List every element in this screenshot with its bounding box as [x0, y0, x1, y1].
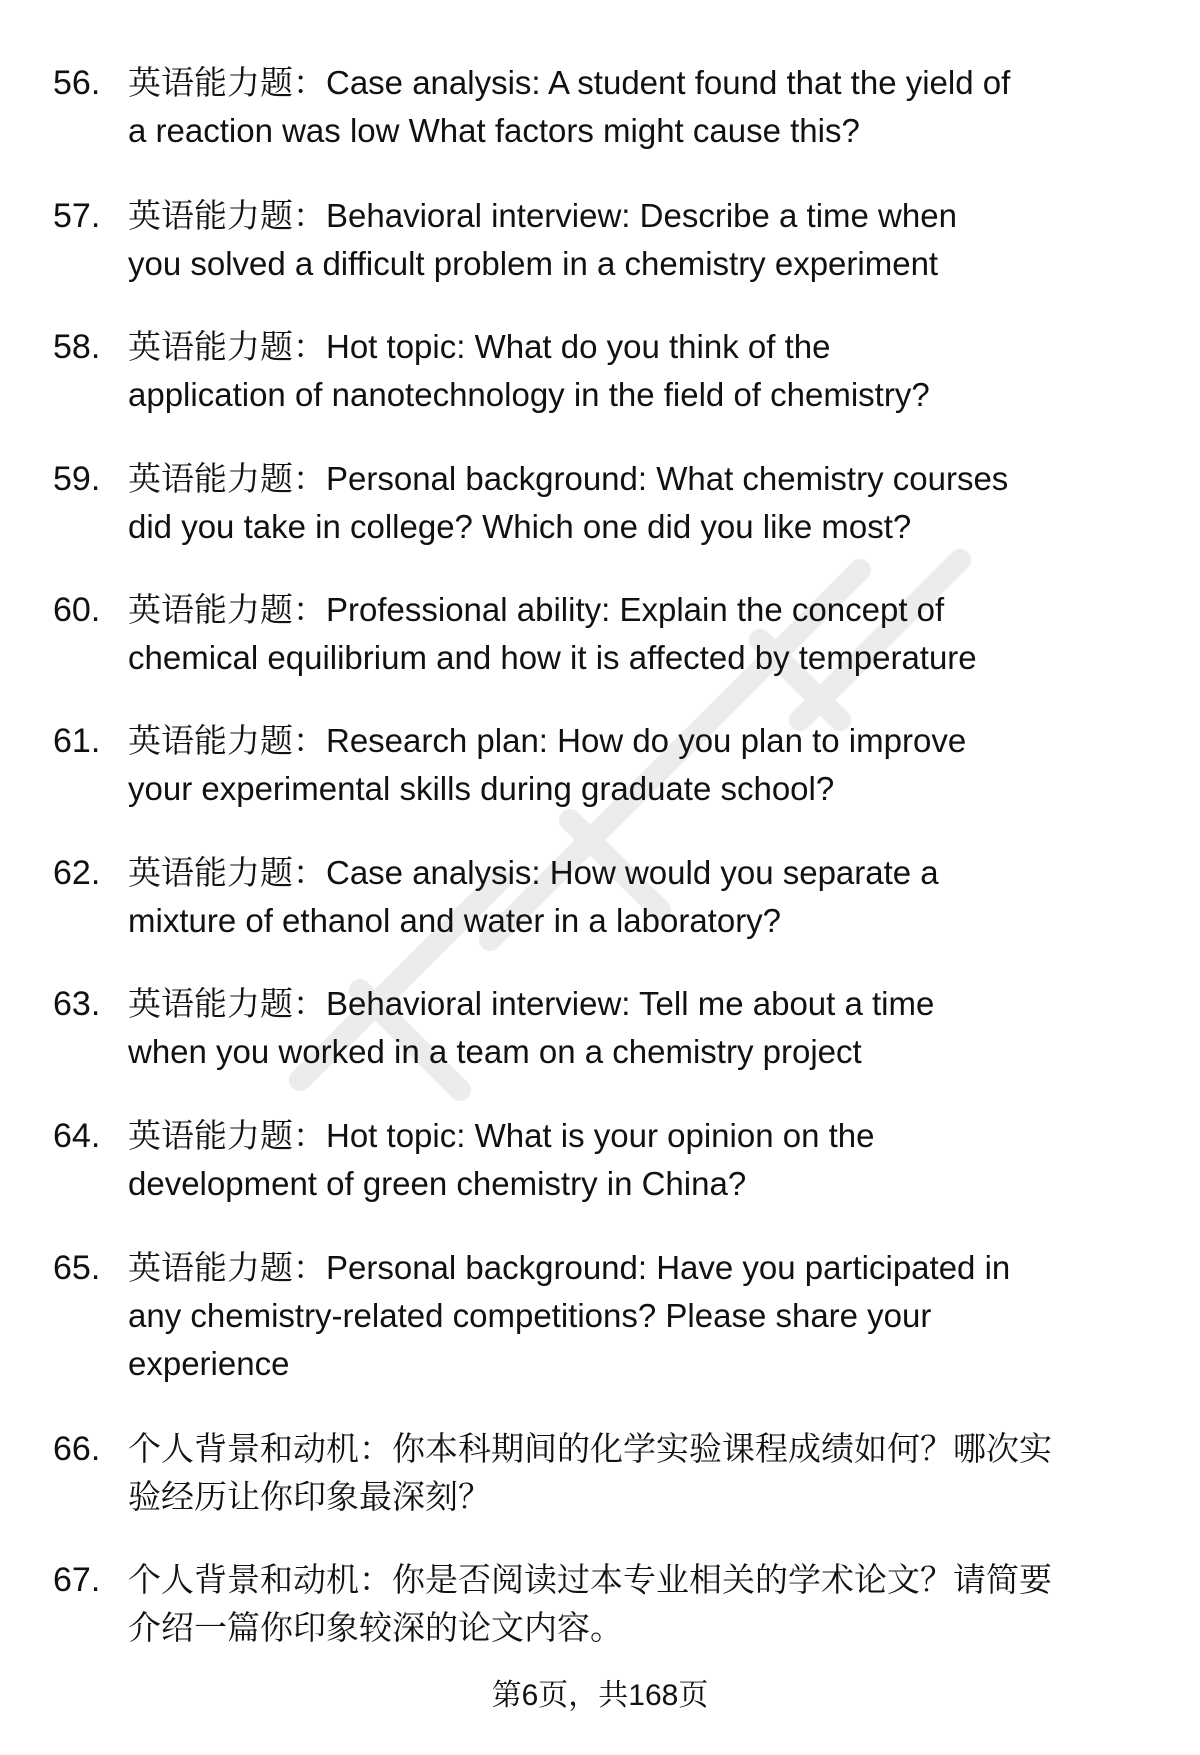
question-line: 英语能力题：Research plan: How do you plan to improve — [128, 722, 967, 759]
question-line: a reaction was low What factors might cause this? — [128, 112, 860, 149]
question-line: 英语能力题：Hot topic: What is your opinion on the — [128, 1117, 875, 1154]
question-line: experience — [128, 1345, 290, 1382]
question-text — [128, 1244, 1010, 1388]
question-number: 57. — [53, 197, 101, 235]
question-number: 60. — [53, 591, 101, 629]
question-line: 个人背景和动机：你本科期间的化学实验课程成绩如何？哪次实 — [128, 1430, 1052, 1467]
question-line: 英语能力题：Personal background: What chemistry courses — [128, 460, 1009, 497]
question-number: 67. — [53, 1561, 101, 1599]
question-text — [128, 59, 1010, 155]
question-line: 英语能力题：Behavioral interview: Tell me about a time — [128, 985, 935, 1022]
question-number: 64. — [53, 1117, 101, 1155]
question-line: chemical equilibrium and how it is affected by temperature — [128, 639, 977, 676]
question-number: 56. — [53, 64, 101, 102]
page-footer: 第6页，共168页 — [491, 1679, 709, 1712]
question-text — [128, 717, 966, 813]
question-line: 介绍一篇你印象较深的论文内容。 — [128, 1609, 623, 1646]
question-line: did you take in college? Which one did you like most? — [128, 508, 912, 545]
question-number: 62. — [53, 854, 101, 892]
question-text — [128, 1556, 1052, 1652]
question-number: 65. — [53, 1249, 101, 1287]
question-text — [128, 455, 1008, 551]
question-line: 个人背景和动机：你是否阅读过本专业相关的学术论文？请简要 — [128, 1561, 1052, 1598]
question-line: when you worked in a team on a chemistry project — [128, 1033, 862, 1070]
question-text — [128, 980, 934, 1076]
question-text — [128, 192, 957, 288]
question-text — [128, 1425, 1052, 1521]
question-number: 59. — [53, 460, 101, 498]
question-line: 英语能力题：Case analysis: How would you separate a — [128, 854, 939, 891]
question-line: development of green chemistry in China? — [128, 1165, 747, 1202]
question-line: 验经历让你印象最深刻？ — [128, 1478, 491, 1515]
question-number: 58. — [53, 328, 101, 366]
question-text — [128, 1112, 874, 1208]
question-number: 66. — [53, 1430, 101, 1468]
question-line: 英语能力题：Personal background: Have you participated in — [128, 1249, 1011, 1286]
question-text — [128, 323, 930, 419]
question-text — [128, 849, 939, 945]
question-text — [128, 586, 977, 682]
question-line: application of nanotechnology in the field of chemistry? — [128, 376, 930, 413]
question-line: 英语能力题：Professional ability: Explain the concept of — [128, 591, 945, 628]
question-line: 英语能力题：Hot topic: What do you think of the — [128, 328, 831, 365]
question-line: mixture of ethanol and water in a laboratory? — [128, 902, 782, 939]
question-line: any chemistry-related competitions? Please share your — [128, 1297, 932, 1334]
question-number: 61. — [53, 722, 101, 760]
question-line: your experimental skills during graduate school? — [128, 770, 835, 807]
question-line: you solved a difficult problem in a chemistry experiment — [128, 245, 939, 282]
question-line: 英语能力题：Case analysis: A student found that the yield of — [128, 64, 1011, 101]
question-number: 63. — [53, 985, 101, 1023]
question-line: 英语能力题：Behavioral interview: Describe a time when — [128, 197, 957, 234]
